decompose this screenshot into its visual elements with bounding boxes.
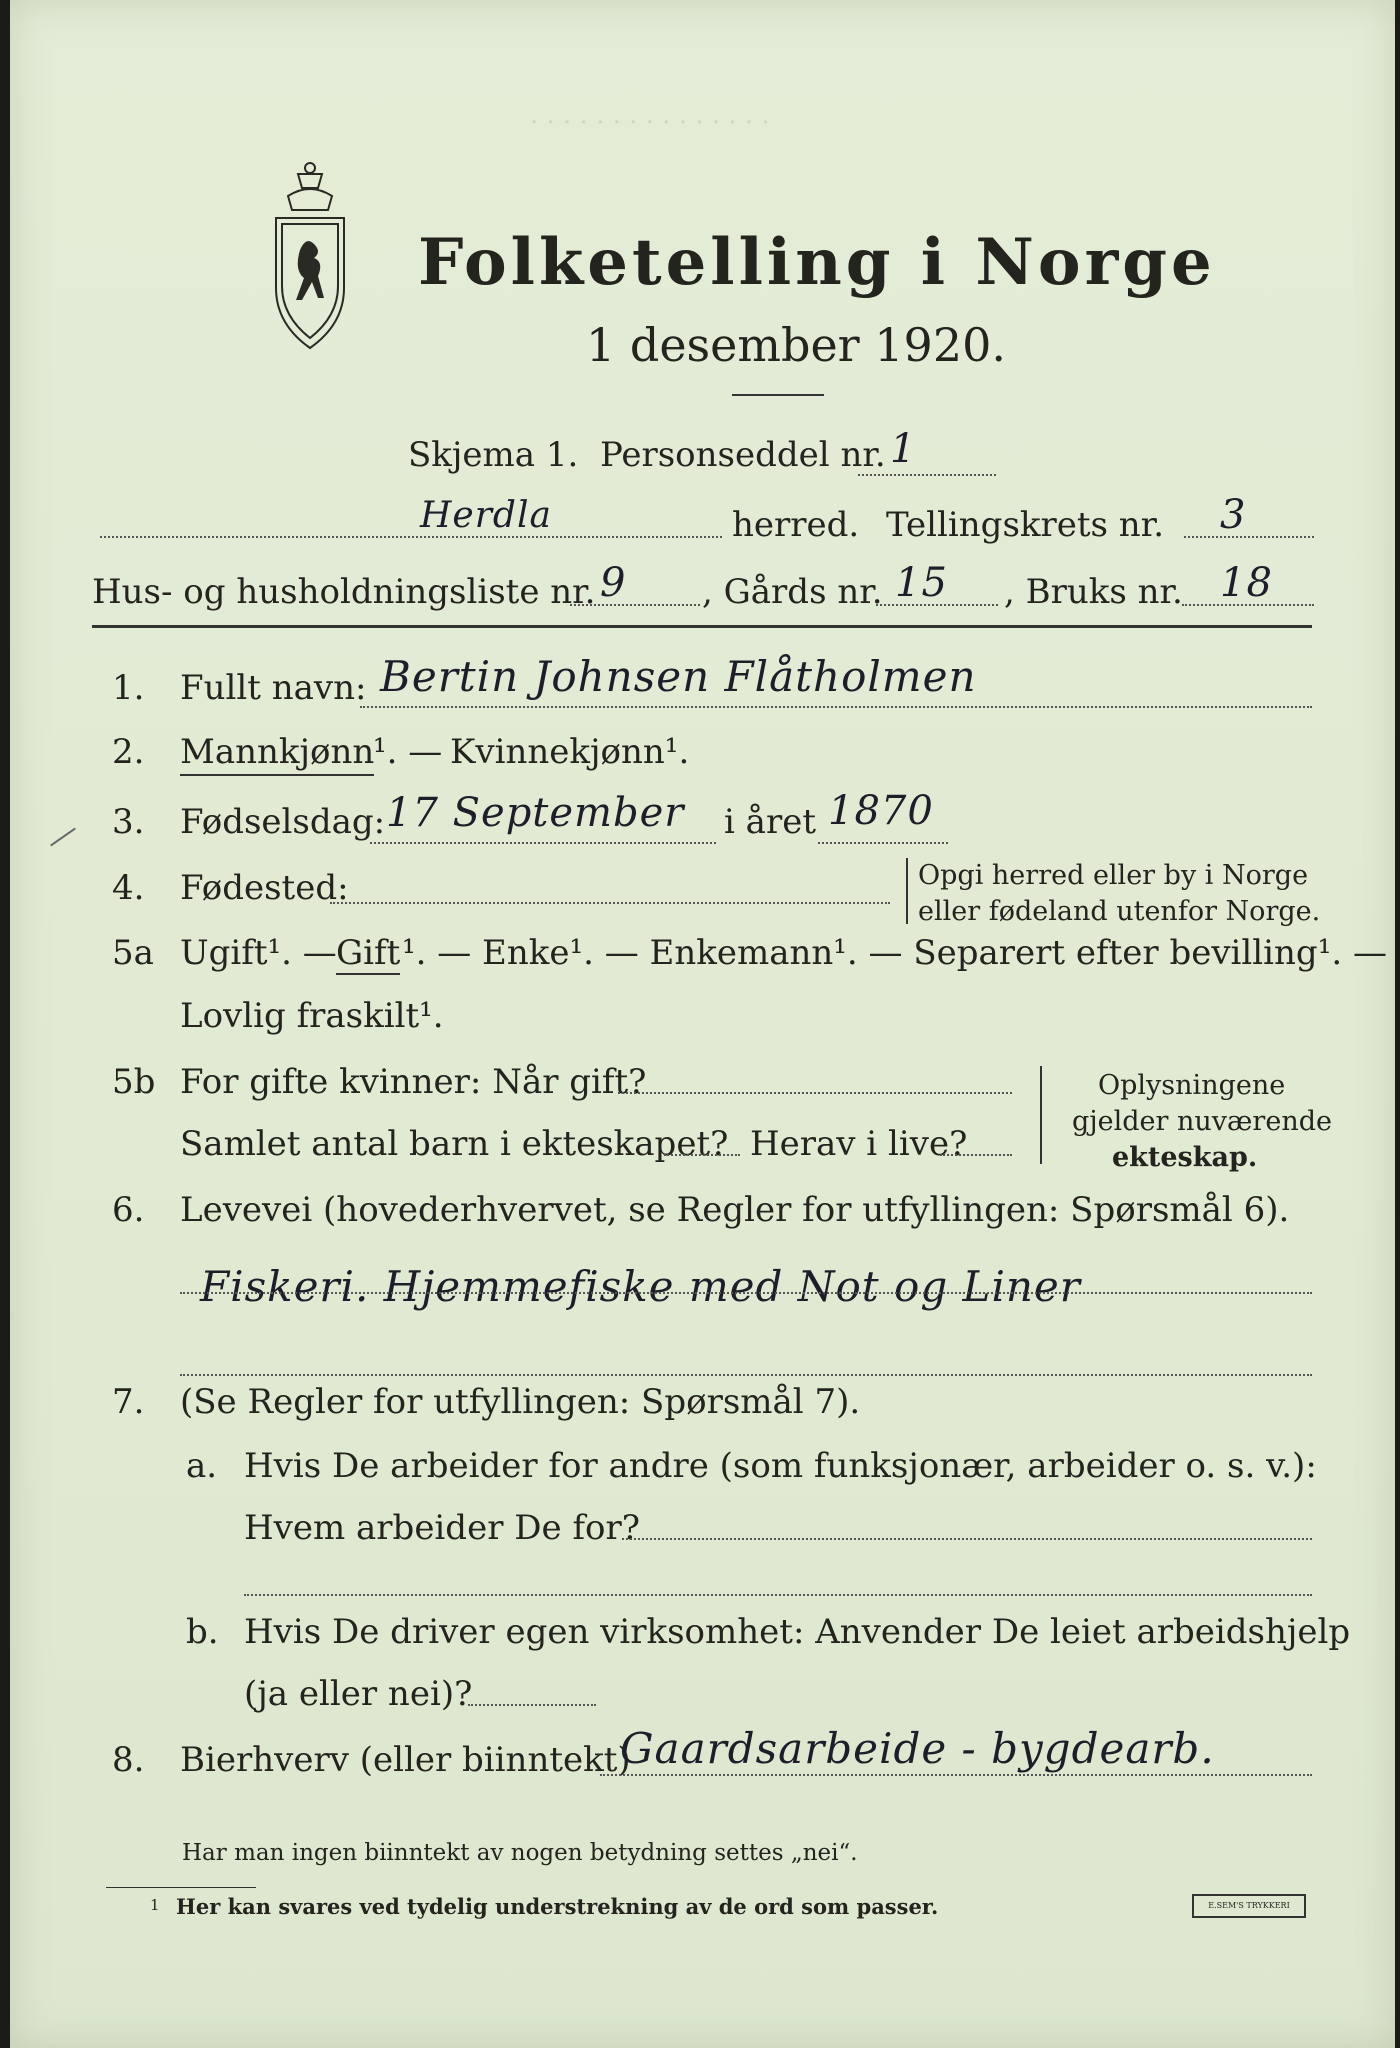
q7-number: 7. bbox=[112, 1382, 145, 1422]
q7a-dotted-line-1 bbox=[622, 1538, 1312, 1540]
q4-brace bbox=[906, 858, 908, 924]
q3-year-dotted-line bbox=[818, 842, 948, 844]
q7a-label-line2: Hvem arbeider De for? bbox=[244, 1508, 640, 1548]
bruks-label: , Bruks nr. bbox=[1004, 572, 1183, 612]
q8-label: Bierhverv (eller biinntekt) bbox=[180, 1740, 631, 1780]
herred-dotted-line bbox=[100, 536, 722, 538]
skjema-label: Skjema 1. bbox=[408, 435, 579, 475]
q5a-ugift: Ugift¹. — bbox=[180, 933, 337, 973]
q5b-number: 5b bbox=[112, 1062, 156, 1102]
q3-number: 3. bbox=[112, 802, 145, 842]
bruks-value: 18 bbox=[1220, 560, 1273, 606]
q7-label: (Se Regler for utfyllingen: Spørsmål 7). bbox=[180, 1382, 861, 1422]
printer-stamp: E.SEM'S TRYKKERI bbox=[1192, 1894, 1306, 1918]
q3-dotted-line bbox=[370, 842, 716, 844]
q6-value: Fiskeri. Hjemmefiske med Not og Liner bbox=[200, 1262, 1081, 1311]
q1-number: 1. bbox=[112, 668, 145, 708]
q5b-note-line1: Oplysningene bbox=[1098, 1070, 1286, 1101]
q4-note-line1: Opgi herred eller by i Norge bbox=[918, 860, 1309, 891]
q5b-alive: Herav i live? bbox=[750, 1124, 968, 1164]
q3-year-label: i året bbox=[724, 802, 816, 842]
q2-separator: ¹. — bbox=[373, 732, 443, 772]
hus-label: Hus- og husholdningsliste nr. bbox=[92, 572, 596, 612]
q5a-gift-option: Gift bbox=[336, 933, 401, 973]
q6-dotted-line-2 bbox=[180, 1374, 1312, 1376]
q7b-label-line2: (ja eller nei)? bbox=[244, 1674, 473, 1714]
header-rule bbox=[92, 625, 1312, 628]
q5b-when-dotted-line bbox=[618, 1092, 1012, 1094]
herred-label: herred. bbox=[732, 505, 860, 545]
q5a-other-options: ¹. — Enke¹. — Enkemann¹. — Separert efter bevilling¹. — bbox=[402, 933, 1387, 973]
q5b-note-line3: ekteskap. bbox=[1112, 1142, 1258, 1173]
tellingskrets-dotted-line bbox=[1184, 536, 1314, 538]
q7b-label-line1: Hvis De driver egen virksomhet: Anvender De leiet arbeidshjelp bbox=[244, 1612, 1351, 1652]
q2-number: 2. bbox=[112, 732, 145, 772]
hus-dotted-line bbox=[570, 604, 700, 606]
footnote-rule bbox=[106, 1887, 256, 1888]
footnote-marker: 1 bbox=[150, 1896, 160, 1914]
form-title: Folketelling i Norge bbox=[418, 225, 1216, 300]
q3-label: Fødselsdag: bbox=[180, 802, 386, 842]
tellingskrets-label: Tellingskrets nr. bbox=[886, 505, 1165, 545]
q1-label: Fullt navn: bbox=[180, 668, 367, 708]
q4-note-line2: eller fødeland utenfor Norge. bbox=[918, 896, 1321, 927]
q3-value: 17 September bbox=[386, 790, 685, 836]
q2-male-option: Mannkjønn bbox=[180, 732, 374, 776]
q7b-letter: b. bbox=[186, 1612, 219, 1652]
bleed-through-text: · · · · · · · · · · · · · · · bbox=[530, 108, 770, 138]
q4-dotted-line bbox=[330, 902, 890, 904]
title-divider bbox=[732, 394, 824, 396]
q4-number: 4. bbox=[112, 868, 145, 908]
q5b-when-married: For gifte kvinner: Når gift? bbox=[180, 1062, 647, 1102]
bruks-dotted-line bbox=[1182, 604, 1314, 606]
q8-value: Gaardsarbeide - bygdearb. bbox=[620, 1724, 1215, 1773]
biinntekt-note: Har man ingen biinntekt av nogen betydning settes „nei“. bbox=[182, 1840, 858, 1866]
q5b-alive-dotted-line bbox=[940, 1154, 1012, 1156]
tellingskrets-value: 3 bbox=[1220, 492, 1247, 538]
q1-value: Bertin Johnsen Flåtholmen bbox=[380, 652, 977, 701]
footnote-text: Her kan svares ved tydelig understrekning av de ord som passer. bbox=[176, 1894, 939, 1919]
q5b-children-dotted-line bbox=[664, 1154, 740, 1156]
personseddel-dotted-line bbox=[858, 474, 996, 476]
gards-value: 15 bbox=[895, 560, 948, 606]
q7a-dotted-line-2 bbox=[244, 1594, 1312, 1596]
q6-label: Levevei (hovederhvervet, se Regler for utfyllingen: Spørsmål 6). bbox=[180, 1190, 1290, 1230]
q2-female-option: Kvinnekjønn¹. bbox=[450, 732, 690, 772]
q5a-fraskilt: Lovlig fraskilt¹. bbox=[180, 996, 444, 1036]
herred-value: Herdla bbox=[420, 495, 552, 536]
q5b-children: Samlet antal barn i ekteskapet? bbox=[180, 1124, 729, 1164]
q5b-brace bbox=[1040, 1066, 1042, 1164]
q6-number: 6. bbox=[112, 1190, 145, 1230]
personseddel-value: 1 bbox=[890, 426, 917, 472]
q7a-letter: a. bbox=[186, 1446, 218, 1486]
census-form-page bbox=[10, 0, 1395, 2048]
q1-dotted-line bbox=[360, 706, 1312, 708]
q4-label: Fødested: bbox=[180, 868, 349, 908]
q3-year-value: 1870 bbox=[828, 788, 934, 834]
hus-value: 9 bbox=[600, 560, 627, 606]
q7b-dotted-line bbox=[468, 1704, 596, 1706]
gards-dotted-line bbox=[876, 604, 998, 606]
margin-mark bbox=[50, 828, 76, 847]
q5a-number: 5a bbox=[112, 933, 154, 973]
norway-coat-of-arms-icon bbox=[260, 160, 360, 360]
gards-label: , Gårds nr. bbox=[702, 572, 883, 612]
q8-number: 8. bbox=[112, 1740, 145, 1780]
personseddel-label: Personseddel nr. bbox=[600, 435, 886, 475]
q5b-note-line2: gjelder nuværende bbox=[1072, 1106, 1332, 1137]
form-date: 1 desember 1920. bbox=[586, 318, 1006, 372]
q6-dotted-line-1 bbox=[180, 1292, 1312, 1294]
q7a-label-line1: Hvis De arbeider for andre (som funksjonær, arbeider o. s. v.): bbox=[244, 1446, 1317, 1486]
q8-dotted-line bbox=[600, 1774, 1312, 1776]
